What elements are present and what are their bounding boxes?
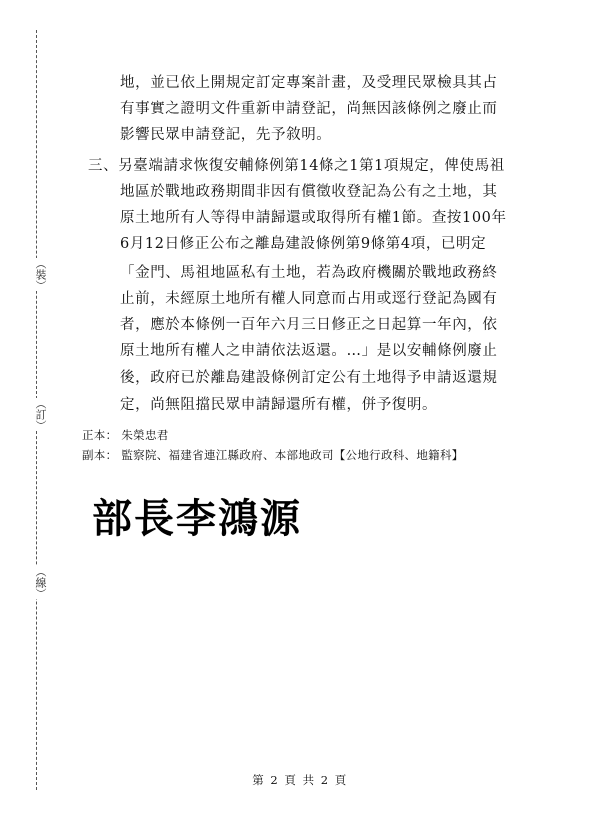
binding-label-staple: （訂） — [28, 398, 46, 431]
main-recipient: 正本： 朱榮忠君 — [82, 428, 169, 442]
page-number: 第 2 頁 共 2 頁 — [252, 773, 348, 787]
body-line: 後，政府已於離島建設條例訂定公有土地得予申請返還規 — [120, 370, 498, 386]
body-line: 「金門、馬祖地區私有土地，若為政府機關於戰地政務終 — [120, 265, 498, 281]
body-line: 地，並已依上開規定訂定專案計畫，及受理民眾檢具其占 — [120, 75, 498, 91]
signature-text: 部長李鴻源 — [92, 495, 302, 542]
body-line: 6月12日修正公布之離島建設條例第9條第4項，已明定 — [120, 236, 487, 252]
body-line: 三、另臺端請求恢復安輔條例第14條之1第1項規定，俾使馬祖 — [88, 158, 505, 174]
binding-label-line: （線） — [28, 566, 46, 599]
body-line: 影響民眾申請登記，先予敘明。 — [120, 127, 332, 143]
body-line: 定，尚無阻擋民眾申請歸還所有權，併予復明。 — [120, 397, 438, 413]
body-line: 原土地所有權人之申請依法返還。…」是以安輔條例廢止 — [120, 343, 498, 359]
body-line: 止前，未經原土地所有權人同意而占用或逕行登記為國有 — [120, 291, 498, 307]
body-line: 有事實之證明文件重新申請登記，尚無因該條例之廢止而 — [120, 101, 498, 117]
body-line: 地區於戰地政務期間非因有償徵收登記為公有之土地，其 — [120, 184, 498, 200]
body-line: 原土地所有人等得申請歸還或取得所有權1節。查按100年 — [120, 210, 507, 226]
copy-recipients: 副本： 監察院、福建省連江縣政府、本部地政司【公地行政科、地籍科】 — [82, 448, 464, 462]
minister-signature — [92, 482, 372, 546]
body-line: 者，應於本條例一百年六月三日修正之日起算一年內，依 — [120, 317, 498, 333]
binding-label-bind: （裝） — [28, 258, 46, 291]
